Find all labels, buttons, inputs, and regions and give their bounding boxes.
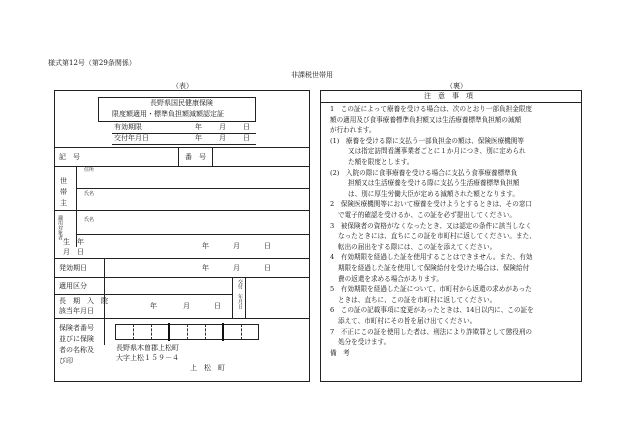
note-line: 期限を経過した証を使用して保険給付を受けた場合は、保険給付 — [338, 264, 530, 272]
effective-year: 年 — [202, 264, 209, 272]
note-line: 5 有効期限を経過した証について、市町村から返還の求めがあった — [330, 285, 532, 294]
issue-date-side-label-1: 交付 — [237, 279, 243, 289]
front-label: （表） — [172, 82, 193, 90]
long-term-day: 日 — [214, 302, 221, 310]
valid-period-label: 有効期限 — [114, 123, 142, 131]
householder-label-3: 主 — [60, 199, 67, 207]
insurer-label-3: 者の名称及 — [59, 346, 94, 354]
category-label: 適用区分 — [59, 282, 87, 290]
back-label: （裏） — [446, 82, 467, 90]
insurer-address-line1: 長野県木曽郡上松町 — [116, 344, 179, 352]
householder-name-label: 氏名 — [84, 191, 95, 197]
note-line: 処分を受けます。 — [338, 338, 391, 347]
birth-day: 日 — [264, 242, 271, 250]
note-line: 転出の届出をする際には、この証を添えてください。 — [338, 242, 497, 251]
note-line: ときは、直ちに、この証を市町村に返してください。 — [338, 295, 497, 304]
note-line: が行われます。 — [330, 126, 376, 135]
note-line: 1 この証によって療養を受ける場合は、次のとおり一部負担金限度 — [330, 105, 533, 113]
valid-day: 日 — [243, 123, 250, 131]
birth-year: 年 — [202, 242, 209, 250]
valid-month: 月 — [219, 123, 226, 131]
birth-label-2: 月 日 — [63, 248, 84, 256]
long-term-label-2: 該当年月日 — [59, 307, 94, 315]
insurer-name: 上 松 町 — [190, 364, 225, 372]
kigou-label: 記 号 — [59, 153, 80, 161]
note-line: は、別に厚生労働大臣が定める減額された額となります。 — [348, 189, 519, 198]
note-line: (2) 入院の際に食事療養を受ける場合に支払う食事療養標準負 — [330, 168, 518, 177]
note-line: 費の返還を求める場合があります。 — [338, 274, 443, 283]
long-term-year: 年 — [150, 302, 157, 310]
long-term-month: 月 — [183, 302, 190, 310]
long-term-label-1: 長 期 入 院 — [59, 297, 108, 305]
subject-name-label: 氏名 — [84, 217, 95, 223]
remarks-label: 備 考 — [330, 348, 350, 357]
householder-label-2: 帯 — [60, 188, 67, 196]
note-line: 7 不正にこの証を使用した者は、刑法により詐欺罪として懲役刑の — [330, 327, 533, 336]
issue-date-label: 交付年月日 — [114, 134, 149, 142]
tax-category-label: 非課税世帯用 — [291, 71, 333, 79]
issue-month: 月 — [219, 134, 226, 142]
insurer-label-2: 並びに保険 — [59, 335, 94, 343]
note-line: 添えて、市町村にその旨を届け出てください。 — [338, 317, 477, 325]
bangou-label: 番 号 — [185, 153, 206, 161]
effective-month: 月 — [233, 264, 240, 272]
note-line: なったときには、直ちにこの証を市町村に返してください。また、 — [338, 232, 536, 241]
note-line: (1) 療養を受ける際に支払う一部負担金の額は、保険医療機関等 — [330, 136, 524, 145]
address-label: 住所 — [84, 167, 95, 173]
note-line: 額の適用及び食事療養標準負担額又は生活療養標準負担額の減額 — [330, 115, 522, 124]
householder-label-1: 世 — [60, 177, 67, 185]
form-number: 様式第12号（第29条関係） — [48, 59, 136, 67]
note-line: で電子的確認を受けるか、この証を必ず提出してください。 — [338, 211, 517, 219]
effective-day: 日 — [264, 264, 271, 272]
issue-day: 日 — [243, 134, 250, 142]
effective-date-label: 発効期日 — [59, 264, 87, 272]
issue-date-side-label-2: 年月日 — [237, 294, 243, 309]
insurer-label-4: び印 — [59, 357, 73, 365]
birth-label-1: 生 年 — [63, 238, 84, 246]
note-line: 6 この証の記載事項に変更があったときは、14日以内に、この証を — [330, 306, 534, 315]
birth-month: 月 — [233, 242, 240, 250]
note-line: 3 被保険者の資格がなくなったとき、又は認定の条件に該当しなく — [330, 221, 532, 230]
issue-year: 年 — [195, 134, 202, 142]
card-title-line1: 長野県国民健康保険 — [150, 99, 213, 107]
insurer-address-line2: 大字上松１５９－４ — [116, 354, 179, 362]
note-line: た額を限度とします。 — [348, 158, 414, 166]
insurer-label-1: 保険者番号 — [59, 324, 94, 332]
note-line: 又は指定訪問看護事業者ごとに１か月につき、別に定められ — [348, 147, 526, 156]
notes-title: 注 意 事 項 — [424, 92, 473, 100]
subject-label: 適用対象者 — [57, 215, 63, 240]
valid-year: 年 — [195, 123, 202, 131]
note-line: 2 保険医療機関等において療養を受けようとするときは、その窓口 — [330, 200, 533, 209]
card-title-line2: 限度額適用・標準負担額減額認定証 — [112, 110, 224, 118]
note-line: 4 有効期限を経過した証を使用することはできません。また、有効 — [330, 253, 533, 262]
note-line: 担額又は生活療養を受ける際に支払う生活療養標準負担額 — [348, 179, 520, 188]
